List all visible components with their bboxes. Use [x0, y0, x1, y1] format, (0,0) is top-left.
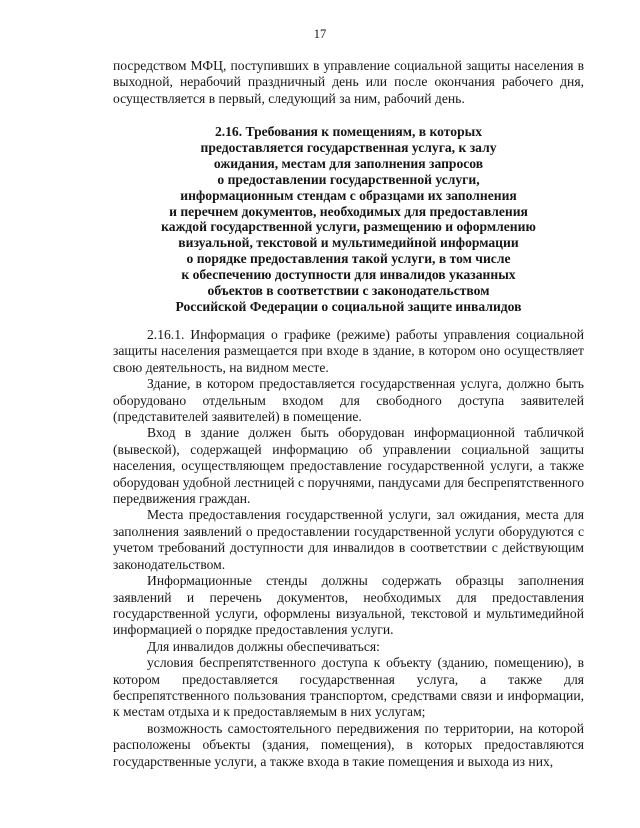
intro-paragraph: посредством МФЦ, поступивших в управление социальной защиты населения в выходной, нерабочий праздничный день или после окончания рабочего дня, осуществляется в первый, следующий за ним, рабочий день.: [113, 58, 584, 106]
heading-line: предоставляется государственная услуга, к залу: [200, 139, 497, 155]
heading-line: о порядке предоставления такой услуги, в том числе: [186, 251, 511, 267]
body-paragraph: Здание, в котором предоставляется государственная услуга, должно быть оборудовано отдельным входом для свободного доступа заявителей (представителей заявителей) в помещение.: [113, 376, 584, 425]
heading-line: 2.16. Требования к помещениям, в которых: [214, 124, 483, 139]
body-paragraph: Информационные стенды должны содержать образцы заполнения заявлений и перечень документов, необходимых для предоставления государственной услуги, оформлены визуальной, текстовой и мультимедийной информацией о порядке предоставления услуги.: [113, 573, 584, 638]
body-paragraph: условия беспрепятственного доступа к объекту (зданию, помещению), в котором предоставляется государственная услуга, а также для беспрепятственного пользования транспортом, средствами связи и информации, к местам отдыха и к предоставляемым в них услугам;: [113, 655, 584, 720]
page-number: 17: [313, 27, 327, 41]
section-body: [113, 327, 584, 770]
heading-line: Российской Федерации о социальной защите инвалидов: [175, 298, 522, 314]
heading-line: и перечнем документов, необходимых для предоставления: [169, 203, 528, 219]
section-heading: [113, 124, 584, 315]
heading-line: информационным стендам с образцами их заполнения: [180, 187, 517, 203]
heading-line: о предоставлении государственной услуги,: [217, 171, 480, 187]
heading-line: визуальной, текстовой и мультимедийной информации: [178, 235, 519, 251]
heading-line: объектов в соответствии с законодательством: [207, 283, 490, 299]
heading-line: ожидания, местам для заполнения запросов: [213, 155, 484, 171]
heading-line: каждой государственной услуги, размещению и оформлению: [161, 219, 536, 235]
body-paragraph: Для инвалидов должны обеспечиваться:: [147, 638, 380, 654]
body-paragraph: Вход в здание должен быть оборудован информационной табличкой (вывеской), содержащей информацию об управлении социальной защиты населения, осуществляющем предоставление государственной услуги, а также оборудован удобной лестницей с поручнями, пандусами для беспрепятственного передвижения граждан.: [113, 425, 584, 507]
intro-text: [113, 58, 584, 107]
body-paragraph: Места предоставления государственной услуги, зал ожидания, места для заполнения заявлений о предоставлении государственной услуги оборудуются с учетом требований доступности для инвалидов в соответствии с действующим законодательством.: [113, 507, 584, 572]
heading-line: к обеспечению доступности для инвалидов указанных: [181, 267, 516, 283]
body-paragraph: 2.16.1. Информация о графике (режиме) работы управления социальной защиты населения размещается при входе в здание, в котором оно осуществляет свою деятельность, на видном месте.: [113, 327, 584, 375]
body-paragraph: возможность самостоятельного передвижения по территории, на которой расположены объекты (здания, помещения), в которых предоставляются государственные услуги, а также входа в такие помещения и выхода из них,: [113, 720, 584, 769]
